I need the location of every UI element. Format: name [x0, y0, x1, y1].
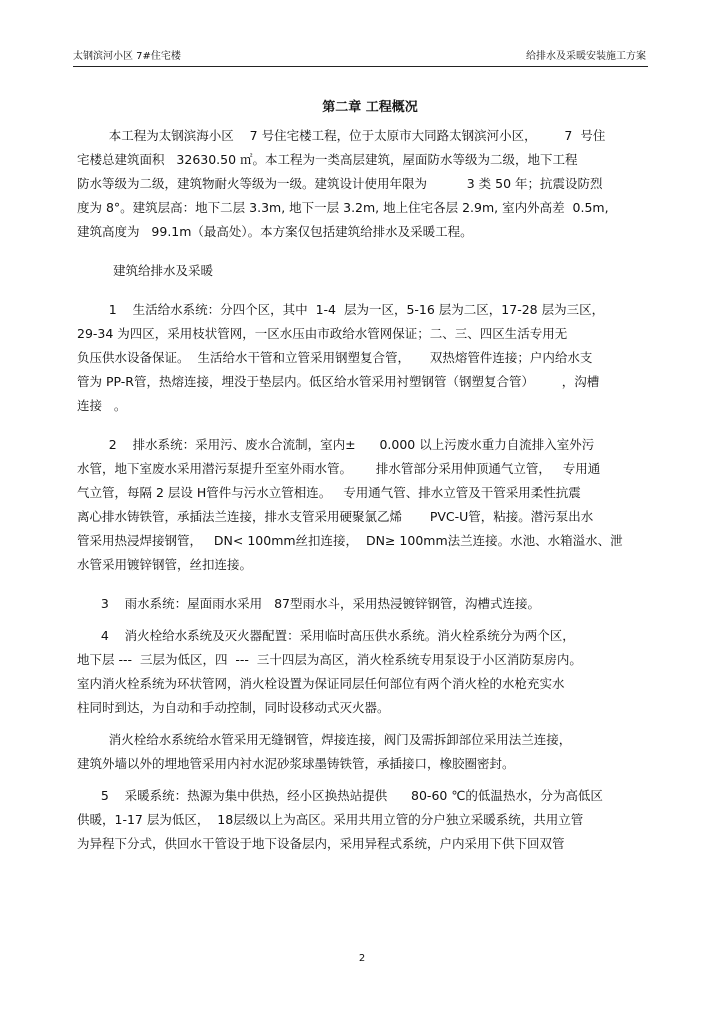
item1-paragraph	[77, 298, 643, 418]
item1-line: 29-34 为四区，采用枝状管网，一区水压由市政给水管网保证；二、三、四区生活专用无	[77, 326, 568, 341]
spacer	[77, 577, 643, 592]
item4b-paragraph	[77, 728, 643, 776]
item4-line: 4 消火栓给水系统及灭火器配置：采用临时高压供水系统。消火栓系统分为两个区，	[77, 628, 575, 643]
item3-line: 3 雨水系统：屋面雨水采用 87型雨水斗，采用热浸镀锌钢管，沟槽式连接。	[77, 596, 541, 611]
intro-line: 本工程为太钢滨海小区 7 号住宅楼工程，位于太原市大同路太钢滨河小区， 7 号住	[77, 128, 606, 143]
item4-line: 室内消火栓系统为环状管网，消火栓设置为保证同层任何部位有两个消火栓的水枪充实水	[77, 676, 565, 691]
item2-line: 管采用热浸焊接钢管， DN< 100mm丝扣连接， DN≥ 100mm法兰连接。水池、水箱溢水、泄	[77, 533, 623, 548]
section-heading-text: 建筑给排水及采暖	[113, 263, 214, 278]
item2-paragraph	[77, 433, 643, 577]
item2-line: 气立管，每隔 2 层设 H管件与污水立管相连。 专用通气管、排水立管及干管采用柔性抗震	[77, 485, 581, 500]
item4b-line: 建筑外墙以外的埋地管采用内衬水泥砂浆球墨铸铁管，承插接口，橡胶圈密封。	[77, 756, 515, 771]
item2-line: 离心排水铸铁管，承插法兰连接，排水支管采用硬聚氯乙烯 PVC-U管，粘接。潜污泵出水	[77, 509, 594, 524]
item1-line: 连接 。	[77, 398, 127, 413]
item5-line: 为异程下分式，供回水干管设于地下设备层内，采用异程式系统，户内采用下供下回双管	[77, 836, 565, 851]
item4-line: 柱同时到达，为自动和手动控制，同时设移动式灭火器。	[77, 700, 390, 715]
item4-line: 地下层 --- 三层为低区，四 --- 三十四层为高区，消火栓系统专用泵设于小区消防泵房内。	[77, 652, 582, 667]
intro-line: 防水等级为二级，建筑物耐火等级为一级。建筑设计使用年限为 3 类 50 年；抗震设防烈	[77, 176, 603, 191]
item1-line: 管为 PP-R管，热熔连接，埋没于垫层内。低区给水管采用衬塑钢管（钢塑复合管） ，沟槽	[77, 374, 600, 389]
spacer	[77, 418, 643, 433]
page-number: 2	[358, 953, 366, 964]
item5-line: 5 采暖系统：热源为集中供热，经小区换热站提供 80-60 ℃的低温热水，分为高低区	[77, 788, 603, 803]
intro-line: 建筑高度为 99.1m（最高处）。本方案仅包括建筑给排水及采暖工程。	[77, 224, 473, 239]
spacer	[77, 776, 643, 784]
item5-line: 供暖，1-17 层为低区， 18层级以上为高区。采用共用立管的分户独立采暖系统，共用立管	[77, 812, 584, 827]
intro-paragraph	[77, 124, 643, 244]
intro-line: 宅楼总建筑面积 32630.50 ㎡。本工程为一类高层建筑，屋面防水等级为二级，地下工程	[77, 152, 578, 167]
item4-paragraph	[77, 624, 643, 720]
header-project-name: 太钢滨河小区 7#住宅楼	[73, 51, 181, 62]
item1-line: 1 生活给水系统：分四个区，其中 1-4 层为一区，5-16 层为二区，17-28 层为三区，	[77, 302, 605, 317]
spacer	[77, 616, 643, 624]
chapter-title: 第二章 工程概况	[322, 100, 418, 115]
spacer	[77, 720, 643, 728]
item4b-line: 消火栓给水系统给水管采用无缝钢管，焊接连接，阀门及需拆卸部位采用法兰连接，	[77, 732, 572, 747]
header-divider	[73, 66, 648, 67]
spacer	[77, 244, 643, 259]
header-document-name: 给排水及采暖安装施工方案	[526, 51, 646, 62]
item2-line: 水管采用镀锌钢管，丝扣连接。	[77, 557, 253, 572]
item3-paragraph	[77, 592, 643, 616]
item2-line: 2 排水系统：采用污、废水合流制，室内± 0.000 以上污废水重力自流排入室外污	[77, 437, 595, 452]
item5-paragraph	[77, 784, 643, 856]
intro-line: 度为 8°。建筑层高：地下二层 3.3m, 地下一层 3.2m, 地上住宅各层 2.9m, 室内外高差 0.5m,	[77, 200, 609, 215]
spacer	[77, 283, 643, 298]
item2-line: 水管，地下室废水采用潜污泵提升至室外雨水管。 排水管部分采用伸顶通气立管， 专用通	[77, 461, 601, 476]
page-content	[77, 96, 643, 856]
section-heading	[77, 259, 643, 283]
item1-line: 负压供水设备保证。 生活给水干管和立管采用钢塑复合管， 双热熔管件连接；户内给水支	[77, 350, 593, 365]
